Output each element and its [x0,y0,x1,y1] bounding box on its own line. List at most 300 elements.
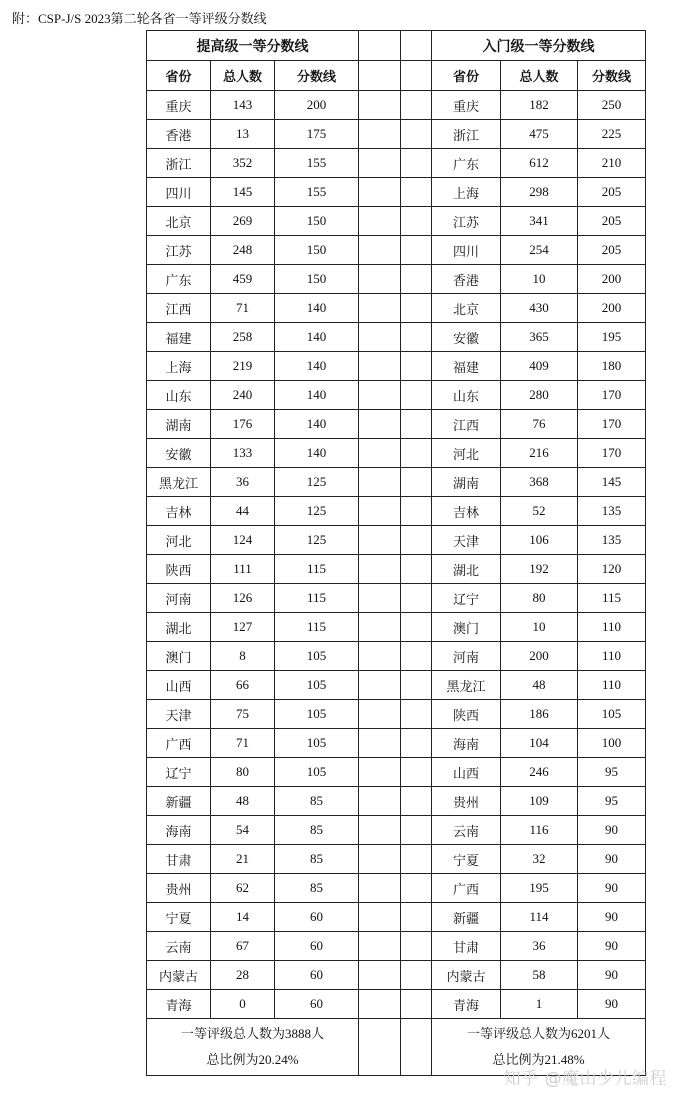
advanced-total-cell: 13 [211,120,275,149]
junior-province-cell: 河南 [432,642,501,671]
table-row [147,236,646,265]
junior-score-cell: 135 [578,497,646,526]
junior-score-cell: 205 [578,236,646,265]
junior-total-cell: 76 [501,410,578,439]
junior-total-cell: 106 [501,526,578,555]
junior-province-cell: 海南 [432,729,501,758]
gap-cell [401,149,432,178]
advanced-province-cell: 香港 [147,120,211,149]
gap-cell [359,410,401,439]
gap-cell [401,178,432,207]
junior-total-cell: 10 [501,265,578,294]
junior-score-cell: 250 [578,91,646,120]
advanced-score-cell: 105 [275,671,359,700]
junior-total-cell: 195 [501,874,578,903]
advanced-total-cell: 75 [211,700,275,729]
junior-province-cell: 天津 [432,526,501,555]
advanced-province-cell: 重庆 [147,91,211,120]
advanced-province-cell: 云南 [147,932,211,961]
junior-province-cell: 上海 [432,178,501,207]
advanced-score-cell: 125 [275,526,359,555]
gap-cell [359,236,401,265]
junior-score-cell: 170 [578,381,646,410]
advanced-total-cell: 44 [211,497,275,526]
advanced-summary-ratio: 总比例为20.24% [206,1052,299,1067]
table-row [147,265,646,294]
gap-cell [401,265,432,294]
advanced-province-cell: 上海 [147,352,211,381]
advanced-province-cell: 江苏 [147,236,211,265]
gap-cell [359,990,401,1019]
junior-province-cell: 内蒙古 [432,961,501,990]
junior-col-total: 总人数 [501,61,578,91]
advanced-province-cell: 北京 [147,207,211,236]
table-row [147,497,646,526]
junior-province-cell: 澳门 [432,613,501,642]
advanced-score-cell: 140 [275,294,359,323]
table-row [147,845,646,874]
junior-province-cell: 甘肃 [432,932,501,961]
advanced-province-cell: 宁夏 [147,903,211,932]
junior-score-cell: 90 [578,961,646,990]
junior-score-cell: 210 [578,149,646,178]
advanced-score-cell: 85 [275,845,359,874]
gap-cell [359,31,401,61]
gap-cell [401,120,432,149]
table-row [147,207,646,236]
advanced-province-cell: 内蒙古 [147,961,211,990]
junior-score-cell: 195 [578,323,646,352]
junior-total-cell: 52 [501,497,578,526]
advanced-score-cell: 105 [275,700,359,729]
gap-cell [401,816,432,845]
junior-score-cell: 90 [578,874,646,903]
gap-cell [401,236,432,265]
junior-province-cell: 湖北 [432,555,501,584]
junior-total-cell: 48 [501,671,578,700]
junior-province-cell: 浙江 [432,120,501,149]
advanced-total-cell: 352 [211,149,275,178]
gap-cell [359,961,401,990]
junior-province-cell: 宁夏 [432,845,501,874]
table-row [147,642,646,671]
gap-cell [359,758,401,787]
junior-total-cell: 430 [501,294,578,323]
junior-score-cell: 90 [578,845,646,874]
advanced-total-cell: 176 [211,410,275,439]
advanced-total-cell: 62 [211,874,275,903]
advanced-province-cell: 河南 [147,584,211,613]
table-row [147,932,646,961]
gap-cell [359,352,401,381]
advanced-total-cell: 126 [211,584,275,613]
table-row [147,120,646,149]
gap-cell [401,439,432,468]
advanced-score-cell: 85 [275,874,359,903]
junior-score-cell: 180 [578,352,646,381]
junior-total-cell: 280 [501,381,578,410]
gap-cell [359,91,401,120]
advanced-score-cell: 150 [275,236,359,265]
table-row [147,758,646,787]
gap-cell [401,497,432,526]
junior-score-cell: 200 [578,265,646,294]
advanced-total-cell: 80 [211,758,275,787]
advanced-total-cell: 127 [211,613,275,642]
junior-province-cell: 黑龙江 [432,671,501,700]
junior-total-cell: 246 [501,758,578,787]
junior-col-province: 省份 [432,61,501,91]
score-table [146,30,646,1076]
gap-cell [359,642,401,671]
table-row [147,816,646,845]
junior-province-cell: 北京 [432,294,501,323]
junior-score-cell: 115 [578,584,646,613]
advanced-province-cell: 广西 [147,729,211,758]
gap-cell [359,439,401,468]
advanced-score-cell: 155 [275,178,359,207]
advanced-province-cell: 浙江 [147,149,211,178]
junior-province-cell: 重庆 [432,91,501,120]
junior-score-cell: 205 [578,207,646,236]
junior-province-cell: 青海 [432,990,501,1019]
junior-score-cell: 110 [578,613,646,642]
junior-province-cell: 广东 [432,149,501,178]
advanced-province-cell: 山西 [147,671,211,700]
table-row [147,323,646,352]
gap-cell [401,700,432,729]
gap-cell [359,874,401,903]
advanced-province-cell: 湖北 [147,613,211,642]
gap-cell [401,352,432,381]
advanced-province-cell: 四川 [147,178,211,207]
junior-total-cell: 80 [501,584,578,613]
junior-heading: 入门级一等分数线 [432,31,646,61]
junior-score-cell: 90 [578,990,646,1019]
junior-province-cell: 山东 [432,381,501,410]
advanced-score-cell: 150 [275,207,359,236]
advanced-province-cell: 河北 [147,526,211,555]
junior-total-cell: 192 [501,555,578,584]
advanced-total-cell: 248 [211,236,275,265]
junior-province-cell: 河北 [432,439,501,468]
gap-cell [401,961,432,990]
junior-province-cell: 广西 [432,874,501,903]
advanced-score-cell: 85 [275,787,359,816]
gap-cell [359,497,401,526]
gap-cell [401,61,432,91]
junior-score-cell: 95 [578,787,646,816]
gap-cell [401,584,432,613]
gap-cell [401,555,432,584]
advanced-score-cell: 155 [275,149,359,178]
advanced-province-cell: 山东 [147,381,211,410]
table-row [147,990,646,1019]
table-row [147,468,646,497]
table-row [147,149,646,178]
junior-total-cell: 114 [501,903,578,932]
page-title: 附：CSP-J/S 2023第二轮各省一等评级分数线 [12,11,267,26]
advanced-score-cell: 85 [275,816,359,845]
gap-cell [401,642,432,671]
advanced-total-cell: 240 [211,381,275,410]
advanced-province-cell: 天津 [147,700,211,729]
advanced-province-cell: 青海 [147,990,211,1019]
gap-cell [359,613,401,642]
table-row [147,439,646,468]
junior-score-cell: 120 [578,555,646,584]
advanced-total-cell: 71 [211,294,275,323]
advanced-score-cell: 125 [275,497,359,526]
gap-cell [359,207,401,236]
gap-cell [359,845,401,874]
advanced-total-cell: 143 [211,91,275,120]
table-row [147,381,646,410]
advanced-score-cell: 150 [275,265,359,294]
junior-province-cell: 江苏 [432,207,501,236]
advanced-province-cell: 陕西 [147,555,211,584]
table-row [147,903,646,932]
gap-cell [401,613,432,642]
advanced-province-cell: 江西 [147,294,211,323]
table-row [147,352,646,381]
advanced-score-cell: 115 [275,584,359,613]
junior-total-cell: 116 [501,816,578,845]
gap-cell [359,671,401,700]
junior-col-score: 分数线 [578,61,646,91]
junior-province-cell: 陕西 [432,700,501,729]
table-row [147,584,646,613]
advanced-province-cell: 新疆 [147,787,211,816]
junior-total-cell: 254 [501,236,578,265]
gap-cell [359,932,401,961]
gap-cell [401,758,432,787]
junior-total-cell: 58 [501,961,578,990]
junior-province-cell: 香港 [432,265,501,294]
junior-score-cell: 95 [578,758,646,787]
advanced-score-cell: 60 [275,932,359,961]
gap-cell [359,323,401,352]
advanced-total-cell: 219 [211,352,275,381]
table-row [147,294,646,323]
advanced-total-cell: 145 [211,178,275,207]
advanced-province-cell: 贵州 [147,874,211,903]
advanced-score-cell: 200 [275,91,359,120]
junior-score-cell: 170 [578,410,646,439]
junior-province-cell: 湖南 [432,468,501,497]
junior-total-cell: 32 [501,845,578,874]
gap-cell [359,294,401,323]
junior-score-cell: 90 [578,903,646,932]
junior-total-cell: 104 [501,729,578,758]
advanced-total-cell: 8 [211,642,275,671]
junior-province-cell: 云南 [432,816,501,845]
advanced-total-cell: 133 [211,439,275,468]
table-row [147,729,646,758]
junior-total-cell: 1 [501,990,578,1019]
gap-cell [359,61,401,91]
junior-total-cell: 612 [501,149,578,178]
gap-cell [401,932,432,961]
junior-province-cell: 新疆 [432,903,501,932]
advanced-score-cell: 140 [275,323,359,352]
advanced-total-cell: 0 [211,990,275,1019]
junior-total-cell: 182 [501,91,578,120]
advanced-province-cell: 福建 [147,323,211,352]
advanced-score-cell: 175 [275,120,359,149]
gap-cell [359,729,401,758]
junior-province-cell: 山西 [432,758,501,787]
table-row [147,526,646,555]
junior-total-cell: 475 [501,120,578,149]
junior-total-cell: 368 [501,468,578,497]
advanced-col-score: 分数线 [275,61,359,91]
advanced-province-cell: 黑龙江 [147,468,211,497]
advanced-score-cell: 60 [275,961,359,990]
junior-total-cell: 109 [501,787,578,816]
gap-cell [401,294,432,323]
advanced-province-cell: 吉林 [147,497,211,526]
advanced-province-cell: 甘肃 [147,845,211,874]
gap-cell [359,787,401,816]
table-row [147,91,646,120]
advanced-total-cell: 14 [211,903,275,932]
table-row [147,671,646,700]
junior-province-cell: 吉林 [432,497,501,526]
gap-cell [359,178,401,207]
advanced-total-cell: 258 [211,323,275,352]
advanced-total-cell: 36 [211,468,275,497]
gap-cell [401,91,432,120]
table-row [147,178,646,207]
gap-cell [359,555,401,584]
advanced-total-cell: 111 [211,555,275,584]
advanced-total-cell: 48 [211,787,275,816]
junior-score-cell: 145 [578,468,646,497]
junior-score-cell: 110 [578,642,646,671]
junior-score-cell: 110 [578,671,646,700]
junior-summary-total: 一等评级总人数为6201人 [467,1026,611,1041]
advanced-total-cell: 21 [211,845,275,874]
junior-total-cell: 409 [501,352,578,381]
advanced-heading: 提高级一等分数线 [147,31,359,61]
advanced-score-cell: 125 [275,468,359,497]
table-row [147,787,646,816]
table-row [147,613,646,642]
advanced-total-cell: 124 [211,526,275,555]
advanced-score-cell: 60 [275,990,359,1019]
gap-cell [359,816,401,845]
junior-province-cell: 福建 [432,352,501,381]
advanced-score-cell: 140 [275,410,359,439]
advanced-total-cell: 66 [211,671,275,700]
gap-cell [401,323,432,352]
junior-score-cell: 200 [578,294,646,323]
table-row [147,961,646,990]
advanced-score-cell: 140 [275,352,359,381]
advanced-score-cell: 115 [275,613,359,642]
gap-cell [359,526,401,555]
table-row [147,555,646,584]
junior-province-cell: 安徽 [432,323,501,352]
junior-total-cell: 365 [501,323,578,352]
gap-cell [359,265,401,294]
junior-total-cell: 186 [501,700,578,729]
gap-cell [401,729,432,758]
advanced-col-province: 省份 [147,61,211,91]
advanced-total-cell: 459 [211,265,275,294]
gap-cell [401,31,432,61]
junior-score-cell: 100 [578,729,646,758]
gap-cell [359,120,401,149]
advanced-score-cell: 115 [275,555,359,584]
advanced-total-cell: 54 [211,816,275,845]
junior-summary-ratio: 总比例为21.48% [492,1052,585,1067]
junior-score-cell: 105 [578,700,646,729]
gap-cell [359,700,401,729]
gap-cell [401,410,432,439]
advanced-province-cell: 安徽 [147,439,211,468]
junior-province-cell: 四川 [432,236,501,265]
advanced-score-cell: 105 [275,729,359,758]
table-row [147,874,646,903]
junior-province-cell: 贵州 [432,787,501,816]
junior-province-cell: 江西 [432,410,501,439]
gap-cell [401,1019,432,1076]
advanced-score-cell: 105 [275,758,359,787]
watermark: 知乎 @魔山少儿编程 [503,1069,667,1089]
gap-cell [359,149,401,178]
gap-cell [401,990,432,1019]
gap-cell [401,903,432,932]
junior-score-cell: 225 [578,120,646,149]
advanced-summary-total: 一等评级总人数为3888人 [181,1026,325,1041]
gap-cell [401,671,432,700]
advanced-score-cell: 140 [275,381,359,410]
gap-cell [359,903,401,932]
junior-score-cell: 170 [578,439,646,468]
advanced-total-cell: 71 [211,729,275,758]
advanced-province-cell: 海南 [147,816,211,845]
gap-cell [401,468,432,497]
advanced-total-cell: 67 [211,932,275,961]
gap-cell [359,468,401,497]
junior-total-cell: 298 [501,178,578,207]
advanced-score-cell: 105 [275,642,359,671]
advanced-col-total: 总人数 [211,61,275,91]
gap-cell [359,381,401,410]
junior-score-cell: 205 [578,178,646,207]
gap-cell [401,874,432,903]
junior-total-cell: 216 [501,439,578,468]
gap-cell [401,381,432,410]
advanced-province-cell: 辽宁 [147,758,211,787]
gap-cell [359,584,401,613]
advanced-province-cell: 澳门 [147,642,211,671]
advanced-score-cell: 140 [275,439,359,468]
junior-score-cell: 135 [578,526,646,555]
junior-total-cell: 341 [501,207,578,236]
table-row [147,410,646,439]
gap-cell [401,207,432,236]
junior-total-cell: 200 [501,642,578,671]
junior-total-cell: 36 [501,932,578,961]
advanced-province-cell: 广东 [147,265,211,294]
gap-cell [401,526,432,555]
junior-province-cell: 辽宁 [432,584,501,613]
gap-cell [401,845,432,874]
table-row [147,700,646,729]
